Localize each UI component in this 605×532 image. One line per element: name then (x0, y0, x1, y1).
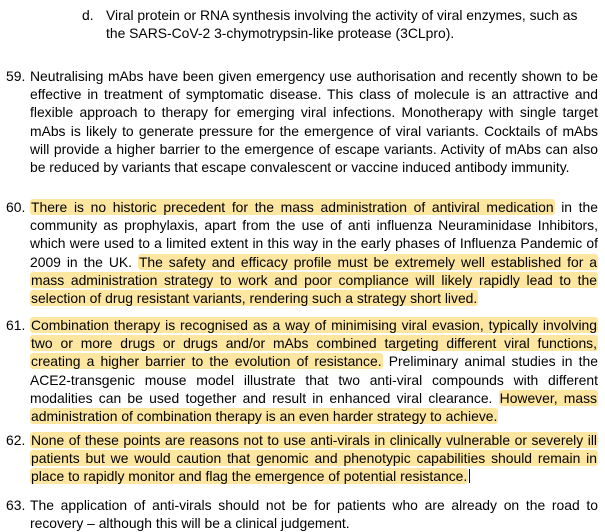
paragraph-59 (6, 67, 598, 176)
highlighted-text: None of these points are reasons not to use anti-virals in clinically vulnerable or severely ill patients but we would caution that genomic and phenotypic capabilities should remain in place to rapidly monitor and flag the emergence of potential resistance. (31, 432, 597, 485)
paragraph-number: 59. (6, 68, 26, 84)
highlighted-text: Combination therapy is recognised as a way of minimising viral evasion, typically involving two or more drugs or drugs and/or mAbs combined targeting different viral functions, creating a higher barrier to the evolution of resistance. (31, 317, 597, 370)
paragraph-number: 60. (6, 199, 26, 215)
paragraph-60 (6, 198, 598, 307)
paragraph-number: 61. (6, 317, 26, 333)
paragraph-text: Neutralising mAbs have been given emergency use authorisation and recently shown to be effective in treatment of symptomatic disease. This class of molecule is an attractive and flexible approach to therapy for emerging viral infections. Monotherapy with single target mAbs is likely to generate pressure for the emergence of viral variants. Cocktails of mAbs will provide a higher barrier to the emergence of escape variants. Activity of mAbs can also be reduced by variants that escape convalescent or vaccine induced antibody immunity. (30, 68, 598, 176)
paragraph-number: 62. (6, 432, 26, 448)
paragraph-text: The application of anti-virals should not be for patients who are already on the road to recovery – although this will be a clinical judgement. (30, 497, 598, 532)
highlighted-text: The safety and efficacy profile must be extremely well established for a mass administration strategy to work and poor compliance will likely rapidly lead to the selection of drug resistant variants, rendering such a strategy short lived. (31, 253, 597, 307)
paragraph-text (30, 198, 598, 307)
item-text: Viral protein or RNA synthesis involving the activity of viral enzymes, such as the SARS-CoV-2 3-chymotrypsin-like protease (3CLpro). (106, 7, 578, 42)
text-cursor (469, 469, 470, 483)
paragraph-text[interactable] (30, 431, 598, 486)
plain-text: in the community as prophylaxis, apart from the use of anti influenza Neuraminidase Inhibitors, which were used to a limited extent in this way in the early phases of Influenza Pandemic of 2009 in the UK. (30, 199, 598, 270)
item-label: d. (82, 7, 94, 23)
paragraph-number: 63. (6, 497, 26, 513)
highlighted-text: There is no historic precedent for the mass administration of antiviral medication (31, 199, 554, 215)
highlighted-text: However, mass administration of combination therapy is an even harder strategy to achieve. (31, 389, 597, 425)
paragraph-63 (6, 496, 598, 532)
paragraph-text (30, 316, 598, 425)
list-item-d (6, 6, 598, 42)
paragraph-61 (6, 316, 598, 425)
paragraph-62 (6, 431, 598, 486)
plain-text: Preliminary animal studies in the ACE2-transgenic mouse model illustrate that two anti-viral compounds with different modalities can be used together and result in enhanced viral clearance. (30, 353, 598, 406)
